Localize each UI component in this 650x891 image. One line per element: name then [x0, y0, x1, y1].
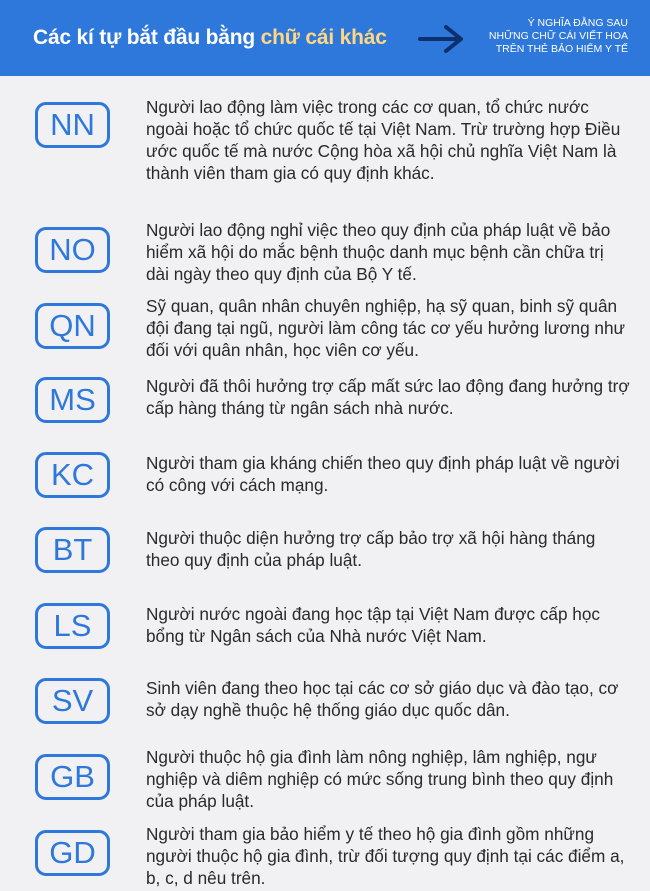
code-description: Người thuộc hộ gia đình làm nông nghiệp, lâm nghiệp, ngư nghiệp và diêm nghiệp có mức sống trung bình theo quy định của pháp luật. — [146, 747, 614, 811]
code-badge: SV — [35, 678, 110, 724]
code-description: Sinh viên đang theo học tại các cơ sở giáo dục và đào tạo, cơ sở dạy nghề thuộc hệ thống giáo dục quốc dân. — [146, 678, 619, 720]
code-description: Người lao động làm việc trong các cơ quan, tổ chức nước ngoài hoặc tổ chức quốc tế tại Việt Nam. Trừ trường hợp Điều ước quốc tế mà nước Cộng hòa xã hội chủ nghĩa Việt Nam là thành viên tham gia có quy định khác. — [146, 97, 621, 183]
header-note — [438, 17, 628, 56]
code-badge: NN — [35, 102, 110, 148]
code-description: Người tham gia bảo hiểm y tế theo hộ gia đình gồm những người thuộc hộ gia đình, trừ đối tượng quy định tại các điểm a, b, c, d nêu trên. — [146, 824, 625, 888]
code-description: Người lao động nghỉ việc theo quy định của pháp luật về bảo hiểm xã hội do mắc bệnh thuộc danh mục bệnh cần chữa trị dài ngày theo quy định của Bộ Y tế. — [146, 220, 611, 284]
code-badge: NO — [35, 227, 110, 273]
code-badge: BT — [35, 527, 110, 573]
header-note-line: TRÊN THẺ BẢO HIỂM Y TẾ — [495, 43, 628, 55]
code-badge: KC — [35, 452, 110, 498]
code-badge: QN — [35, 303, 110, 349]
code-list — [0, 76, 650, 891]
code-badge: GB — [35, 754, 110, 800]
page-title — [33, 26, 387, 50]
code-description: Sỹ quan, quân nhân chuyên nghiệp, hạ sỹ quan, binh sỹ quân đội đang tại ngũ, người làm công tác cơ yếu hưởng lương như đối với quân nhân, học viên cơ yếu. — [146, 296, 626, 360]
header-note-line: NHỮNG CHỮ CÁI VIẾT HOA — [488, 30, 628, 42]
code-description: Người thuộc diện hưởng trợ cấp bảo trợ xã hội hàng tháng theo quy định của pháp luật. — [146, 528, 596, 570]
header-banner — [0, 0, 650, 76]
code-description: Người tham gia kháng chiến theo quy định pháp luật về người có công với cách mạng. — [146, 453, 620, 495]
code-description: Người đã thôi hưởng trợ cấp mất sức lao động đang hưởng trợ cấp hàng tháng từ ngân sách nhà nước. — [146, 376, 630, 418]
title-highlight: chữ cái khác — [260, 26, 387, 49]
code-description: Người nước ngoài đang học tập tại Việt Nam được cấp học bổng từ Ngân sách của Nhà nước Việt Nam. — [146, 604, 601, 646]
code-badge: MS — [35, 377, 110, 423]
title-prefix: Các kí tự bắt đầu bằng — [33, 26, 261, 49]
header-note-line: Ý NGHĨA ĐẰNG SAU — [527, 17, 628, 29]
code-badge: GD — [35, 830, 110, 876]
code-badge: LS — [35, 603, 110, 649]
